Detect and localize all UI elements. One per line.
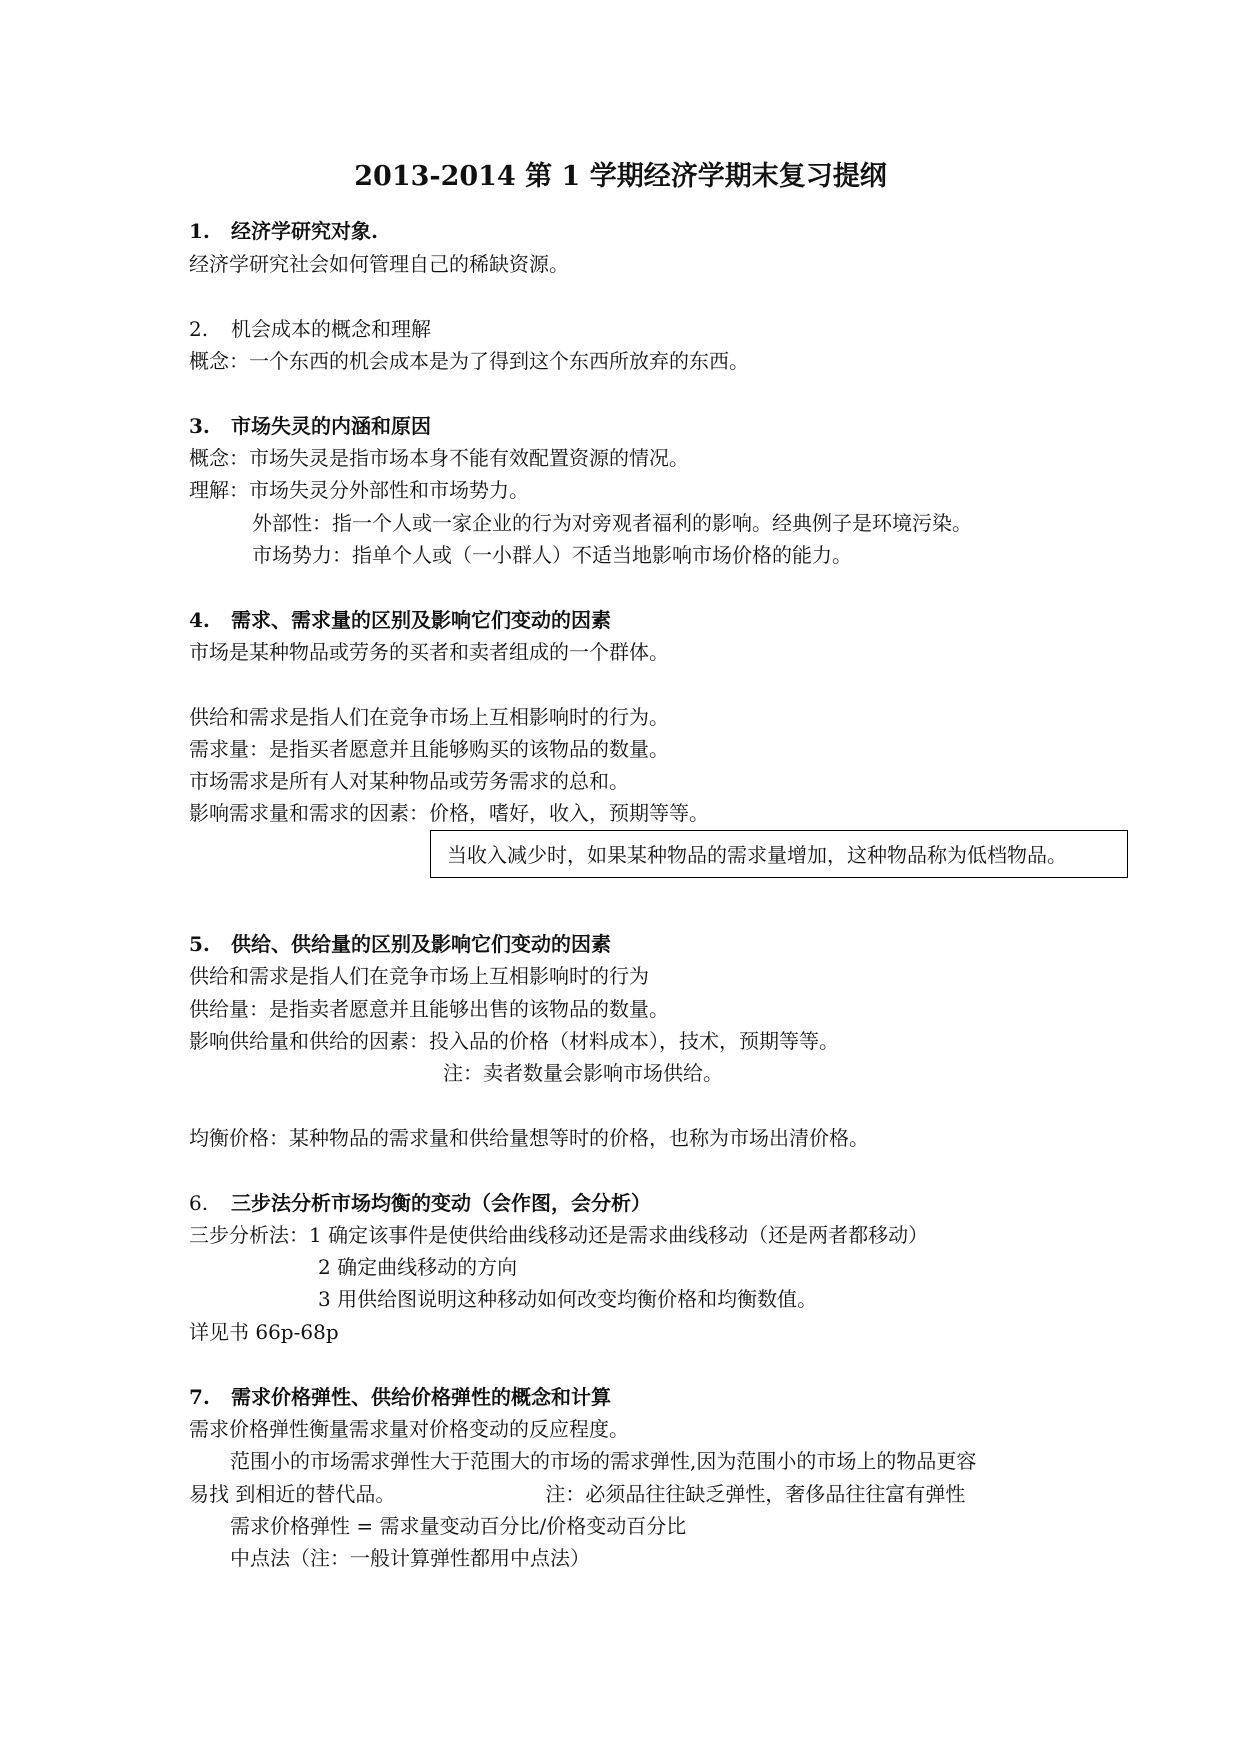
paragraph-line: 3 用供给图说明这种移动如何改变均衡价格和均衡数值。 — [318, 1287, 818, 1311]
section-heading-text: 供给、供给量的区别及影响它们变动的因素 — [231, 932, 611, 956]
section-heading-text: 经济学研究对象. — [231, 219, 378, 243]
paragraph-line: 需求价格弹性衡量需求量对价格变动的反应程度。 — [189, 1417, 629, 1441]
section-number: 5. — [189, 932, 210, 956]
section-heading-text: 需求价格弹性、供给价格弹性的概念和计算 — [231, 1385, 611, 1409]
section-2-heading — [189, 316, 431, 342]
paragraph-line: 均衡价格：某种物品的需求量和供给量想等时的价格，也称为市场出清价格。 — [189, 1126, 869, 1150]
section-heading-text: 需求、需求量的区别及影响它们变动的因素 — [231, 608, 611, 632]
formula-line: 需求价格弹性 = 需求量变动百分比/价格变动百分比 — [230, 1514, 687, 1538]
paragraph-line: 中点法（注：一般计算弹性都用中点法） — [230, 1546, 590, 1570]
section-4-heading — [189, 607, 611, 633]
paragraph-line — [189, 1481, 965, 1507]
paragraph-line: 概念：一个东西的机会成本是为了得到这个东西所放弃的东西。 — [189, 349, 749, 373]
section-heading-text: 机会成本的概念和理解 — [231, 317, 431, 341]
section-1-heading — [189, 218, 378, 244]
section-heading-text: 市场失灵的内涵和原因 — [231, 414, 431, 438]
paragraph-line: 2 确定曲线移动的方向 — [318, 1255, 518, 1279]
section-6-heading — [189, 1190, 651, 1216]
section-5-heading — [189, 931, 611, 957]
paragraph-line: 详见书 66p-68p — [189, 1320, 339, 1344]
paragraph-line: 供给量：是指卖者愿意并且能够出售的该物品的数量。 — [189, 997, 669, 1021]
section-number: 3. — [189, 414, 210, 438]
paragraph-line: 影响供给量和供给的因素：投入品的价格（材料成本），技术，预期等等。 — [189, 1029, 839, 1053]
paragraph-line: 市场势力：指单个人或（一小群人）不适当地影响市场价格的能力。 — [252, 543, 852, 567]
section-number: 2. — [189, 317, 209, 341]
section-7-heading — [189, 1384, 611, 1410]
page-title: 2013-2014 第 1 学期经济学期末复习提纲 — [354, 161, 887, 192]
section-3-heading — [189, 413, 431, 439]
paragraph-note: 注：必须品往往缺乏弹性，奢侈品往往富有弹性 — [545, 1482, 966, 1506]
paragraph-text: 易找 到相近的替代品。 — [189, 1482, 396, 1506]
paragraph-line: 影响需求量和需求的因素：价格，嗜好，收入，预期等等。 — [189, 801, 709, 825]
paragraph-line: 市场是某种物品或劳务的买者和卖者组成的一个群体。 — [189, 640, 669, 664]
paragraph-line: 三步分析法：1 确定该事件是使供给曲线移动还是需求曲线移动（还是两者都移动） — [189, 1223, 929, 1247]
section-number: 6. — [189, 1191, 209, 1215]
paragraph-line: 市场需求是所有人对某种物品或劳务需求的总和。 — [189, 769, 629, 793]
section-number: 7. — [189, 1385, 210, 1409]
paragraph-line: 经济学研究社会如何管理自己的稀缺资源。 — [189, 252, 569, 276]
paragraph-line: 需求量：是指买者愿意并且能够购买的该物品的数量。 — [189, 737, 669, 761]
paragraph-line: 外部性：指一个人或一家企业的行为对旁观者福利的影响。经典例子是环境污染。 — [252, 511, 972, 535]
paragraph-line: 概念：市场失灵是指市场本身不能有效配置资源的情况。 — [189, 446, 689, 470]
section-number: 1. — [189, 219, 210, 243]
paragraph-line: 范围小的市场需求弹性大于范围大的市场的需求弹性,因为范围小的市场上的物品更容 — [230, 1449, 977, 1473]
note-box: 当收入减少时，如果某种物品的需求量增加，这种物品称为低档物品。 — [430, 830, 1128, 878]
paragraph-line: 注：卖者数量会影响市场供给。 — [443, 1061, 723, 1085]
paragraph-line: 理解：市场失灵分外部性和市场势力。 — [189, 478, 529, 502]
section-number: 4. — [189, 608, 210, 632]
section-heading-text: 三步法分析市场均衡的变动（会作图，会分析） — [231, 1191, 651, 1215]
paragraph-line: 供给和需求是指人们在竞争市场上互相影响时的行为 — [189, 964, 649, 988]
paragraph-line: 供给和需求是指人们在竞争市场上互相影响时的行为。 — [189, 705, 669, 729]
